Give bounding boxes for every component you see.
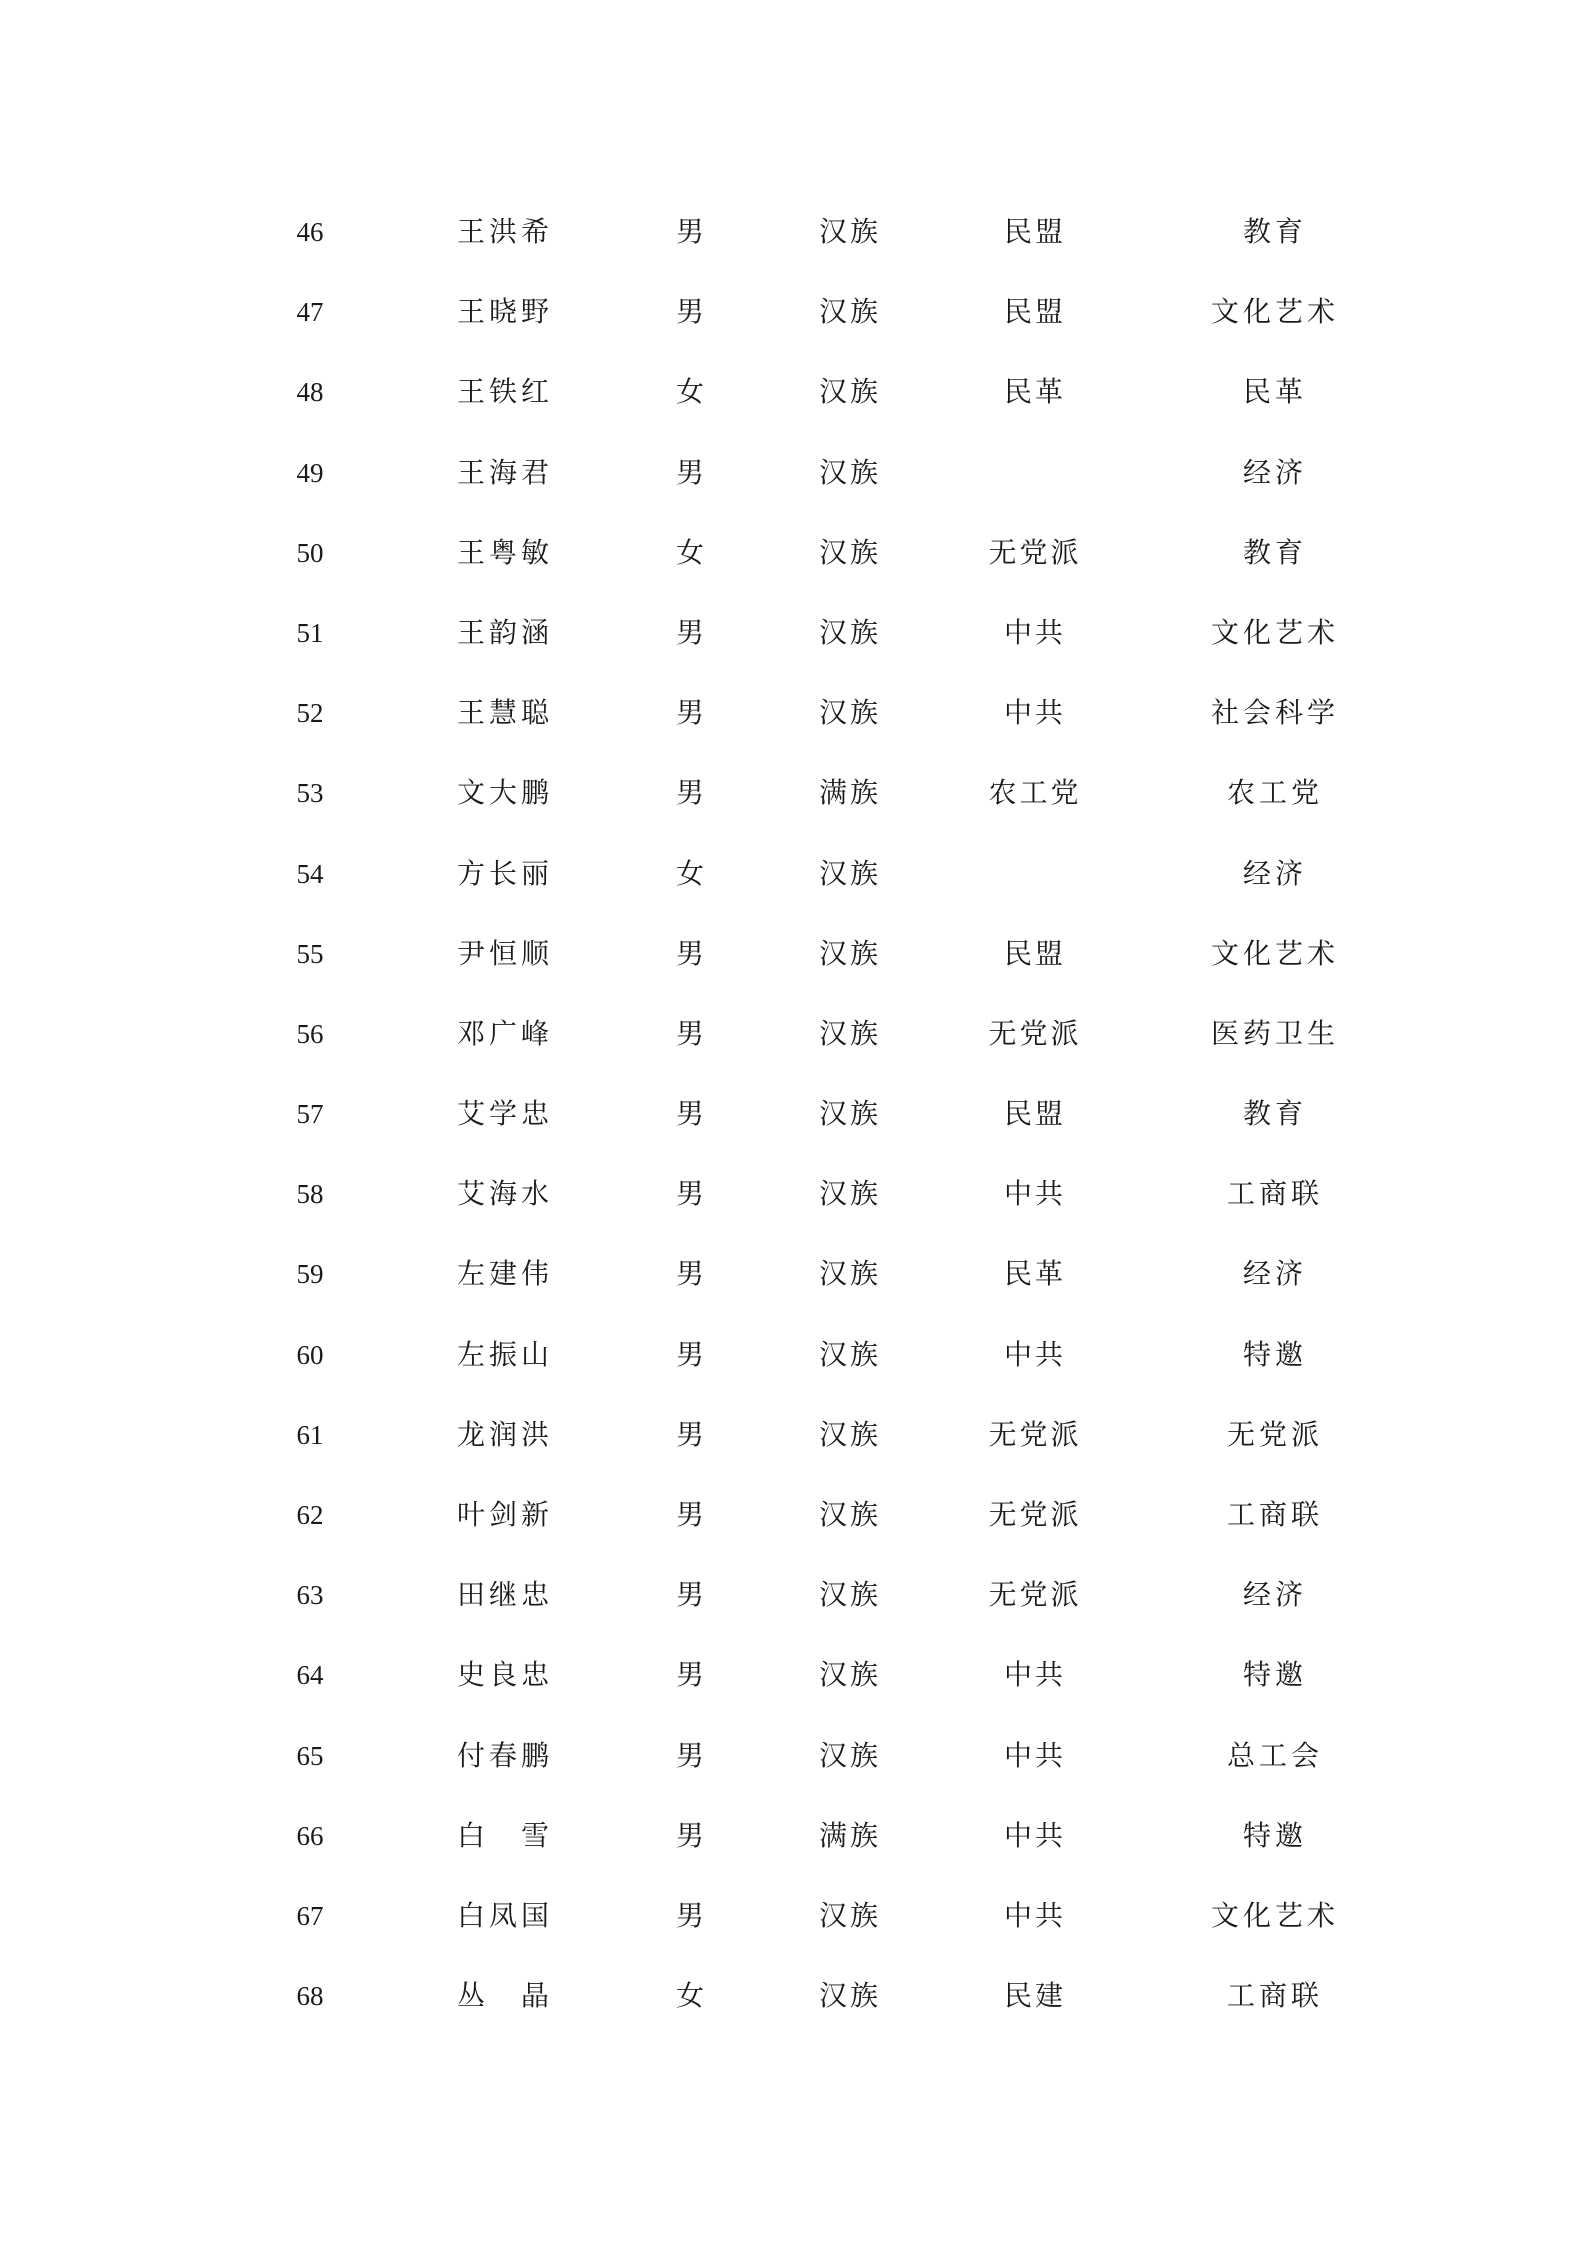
member-roster [0,192,1587,2036]
member-number: 46 [296,217,324,247]
member-name: 尹恒顺 [456,936,553,970]
member-gender: 男 [675,936,704,970]
member-name: 叶剑新 [456,1498,553,1531]
member-ethnicity: 汉族 [818,856,881,890]
roster-row [0,1154,1587,1234]
member-name: 王铁红 [456,375,553,409]
roster-row [0,753,1587,833]
member-gender: 男 [675,696,704,730]
member-number: 57 [296,1099,324,1130]
member-party: 民盟 [1003,295,1066,329]
member-party: 中共 [1003,696,1066,730]
roster-row [0,513,1587,593]
member-gender: 男 [675,1818,704,1852]
roster-row [0,994,1587,1074]
member-number: 52 [296,698,324,729]
member-gender: 男 [675,1097,704,1131]
member-number: 61 [296,1419,324,1450]
member-number: 56 [296,1018,324,1049]
member-sector: 经济 [1242,1257,1307,1291]
member-party: 无党派 [988,1498,1082,1531]
member-party: 民盟 [1003,1097,1066,1131]
member-ethnicity: 汉族 [818,1979,881,2013]
roster-row [0,1635,1587,1715]
roster-row [0,834,1587,914]
member-sector: 医药卫生 [1210,1016,1339,1050]
member-name: 王韵涵 [456,615,553,649]
member-sector: 农工党 [1226,776,1323,810]
member-party: 民革 [1003,1257,1066,1291]
member-gender: 女 [675,1979,704,2013]
member-gender: 男 [675,215,704,248]
member-gender: 男 [675,1898,704,1932]
member-gender: 女 [675,375,704,409]
roster-row [0,352,1587,432]
member-ethnicity: 汉族 [818,1658,881,1692]
roster-row [0,1074,1587,1154]
member-number: 54 [296,858,324,889]
member-number: 50 [296,537,324,568]
member-ethnicity: 汉族 [818,215,881,248]
member-party: 民盟 [1003,215,1066,248]
member-sector: 特邀 [1242,1337,1307,1371]
member-party: 民革 [1003,375,1066,409]
member-party [955,834,1115,914]
member-sector: 教育 [1242,535,1307,569]
member-name: 方长丽 [456,856,553,890]
member-gender: 男 [675,295,704,329]
member-name: 白凤国 [456,1898,553,1932]
member-ethnicity: 汉族 [818,1016,881,1050]
member-number: 48 [296,377,324,408]
member-number: 47 [296,297,324,328]
member-sector: 特邀 [1242,1658,1307,1692]
member-name: 王粤敏 [456,535,553,569]
member-ethnicity: 汉族 [818,1097,881,1131]
roster-row [0,673,1587,753]
member-number: 58 [296,1179,324,1210]
member-ethnicity: 汉族 [818,295,881,329]
member-name: 邓广峰 [456,1016,553,1050]
member-ethnicity: 汉族 [818,455,881,489]
roster-row [0,433,1587,513]
member-number: 59 [296,1259,324,1290]
member-gender: 男 [675,1417,704,1451]
member-party: 中共 [1003,1177,1066,1211]
member-party: 中共 [1003,1738,1066,1772]
roster-row [0,593,1587,673]
member-ethnicity: 汉族 [818,615,881,649]
member-party: 民建 [1003,1979,1066,2013]
member-number: 51 [296,617,324,648]
member-gender: 男 [675,1498,704,1531]
member-sector: 工商联 [1226,1498,1323,1531]
member-party: 无党派 [988,1578,1082,1612]
member-number: 53 [296,778,324,809]
member-gender: 男 [675,1337,704,1371]
member-gender: 女 [675,856,704,890]
member-ethnicity: 汉族 [818,375,881,409]
member-sector: 经济 [1242,856,1307,890]
member-gender: 男 [675,1578,704,1612]
member-sector: 经济 [1242,1578,1307,1612]
member-ethnicity: 汉族 [818,1898,881,1932]
member-party: 无党派 [988,535,1082,569]
member-name: 龙润洪 [456,1417,553,1451]
member-party: 中共 [1003,1658,1066,1692]
member-ethnicity: 汉族 [818,535,881,569]
member-number: 49 [296,457,324,488]
member-ethnicity: 汉族 [818,1498,881,1531]
roster-row [0,1234,1587,1314]
member-sector: 工商联 [1226,1177,1323,1211]
member-ethnicity: 汉族 [818,1578,881,1612]
member-name: 王慧聪 [456,696,553,730]
member-name: 史良忠 [456,1658,553,1692]
member-number: 62 [296,1500,324,1530]
member-sector: 文化艺术 [1210,1898,1339,1932]
roster-row [0,1395,1587,1475]
member-gender: 男 [675,776,704,810]
member-name: 文大鹏 [456,776,553,810]
member-ethnicity: 汉族 [818,1417,881,1451]
member-ethnicity: 满族 [818,1818,881,1852]
roster-row [0,1555,1587,1635]
member-sector: 特邀 [1242,1818,1307,1852]
member-sector: 教育 [1242,1097,1307,1131]
member-ethnicity: 汉族 [818,1177,881,1211]
member-party: 中共 [1003,615,1066,649]
member-gender: 男 [675,1257,704,1291]
member-party: 无党派 [988,1016,1082,1050]
member-gender: 男 [675,1658,704,1692]
member-gender: 男 [675,1177,704,1211]
member-name: 田继忠 [456,1578,553,1612]
member-ethnicity: 汉族 [818,696,881,730]
member-gender: 男 [675,615,704,649]
member-party: 农工党 [988,776,1082,810]
member-name: 艾海水 [456,1177,553,1211]
member-number: 64 [296,1660,324,1691]
member-sector: 社会科学 [1210,696,1339,730]
member-sector: 文化艺术 [1210,615,1339,649]
member-name: 艾学忠 [456,1097,553,1131]
member-name: 付春鹏 [456,1738,553,1772]
member-sector: 教育 [1242,215,1307,248]
member-number: 60 [296,1339,324,1370]
member-sector: 经济 [1242,455,1307,489]
member-name: 丛 晶 [456,1979,553,2013]
member-party: 中共 [1003,1898,1066,1932]
roster-row [0,1796,1587,1876]
member-name: 王洪希 [456,215,553,248]
member-name: 白 雪 [456,1818,553,1852]
member-number: 68 [296,1981,324,2012]
member-number: 67 [296,1900,324,1931]
member-gender: 男 [675,1738,704,1772]
member-ethnicity: 汉族 [818,1257,881,1291]
member-name: 王晓野 [456,295,553,329]
member-name: 左建伟 [456,1257,553,1291]
member-ethnicity: 汉族 [818,936,881,970]
roster-row [0,192,1587,272]
member-sector: 文化艺术 [1210,295,1339,329]
member-party: 中共 [1003,1337,1066,1371]
roster-row [0,914,1587,994]
member-number: 65 [296,1740,324,1771]
member-gender: 女 [675,535,704,569]
member-gender: 男 [675,455,704,489]
member-gender: 男 [675,1016,704,1050]
member-ethnicity: 满族 [818,776,881,810]
member-sector: 民革 [1242,375,1307,409]
member-sector: 总工会 [1226,1738,1323,1772]
member-number: 66 [296,1820,324,1851]
member-party [955,433,1115,513]
roster-row [0,272,1587,352]
member-sector: 文化艺术 [1210,936,1339,970]
member-name: 王海君 [456,455,553,489]
member-sector: 无党派 [1226,1417,1323,1451]
member-party: 无党派 [988,1417,1082,1451]
member-party: 中共 [1003,1818,1066,1852]
member-party: 民盟 [1003,936,1066,970]
roster-row [0,1876,1587,1956]
member-sector: 工商联 [1226,1979,1323,2013]
roster-row [0,1716,1587,1796]
member-number: 63 [296,1580,324,1611]
roster-row [0,1956,1587,2036]
member-number: 55 [296,938,324,969]
member-name: 左振山 [456,1337,553,1371]
member-ethnicity: 汉族 [818,1738,881,1772]
roster-row [0,1475,1587,1555]
member-ethnicity: 汉族 [818,1337,881,1371]
roster-row [0,1315,1587,1395]
